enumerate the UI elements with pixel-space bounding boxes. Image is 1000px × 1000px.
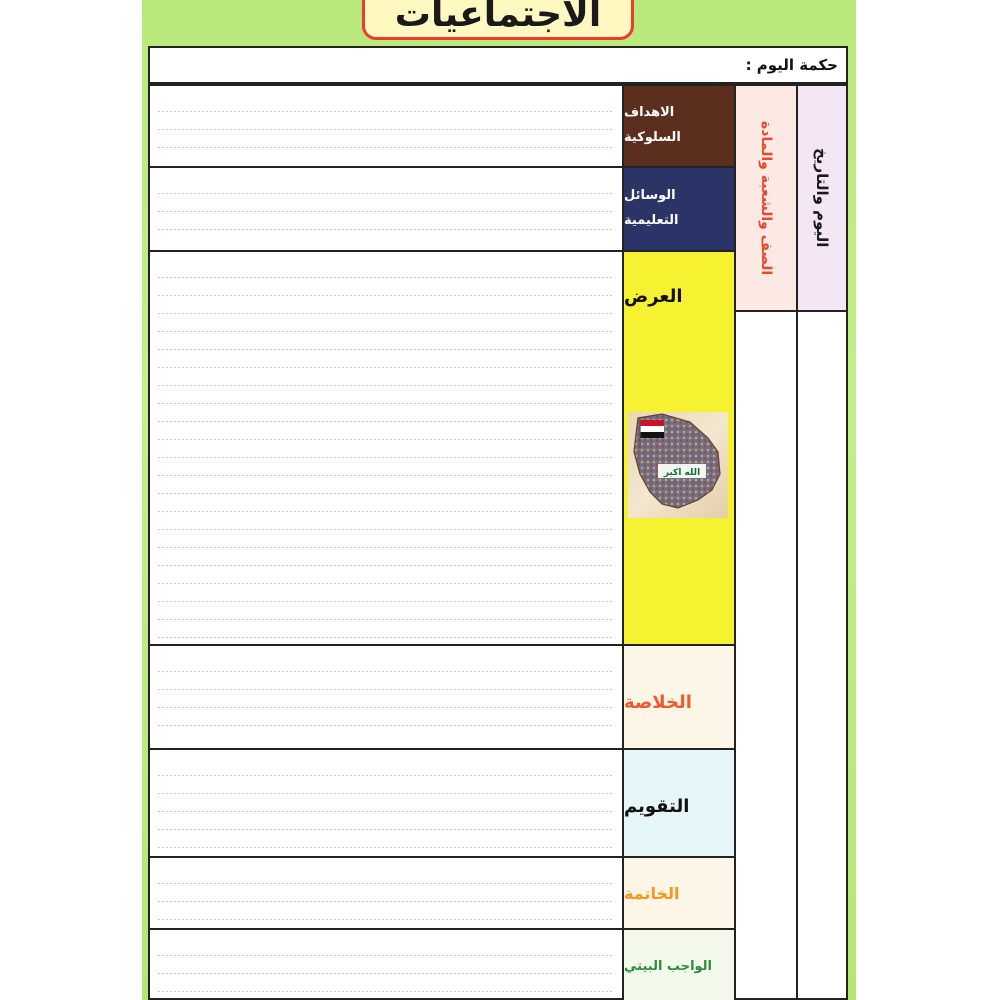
media-writing-area[interactable] xyxy=(150,168,622,252)
title-banner xyxy=(362,0,634,40)
evaluation-writing-area[interactable] xyxy=(150,750,622,858)
dotted-lines xyxy=(158,938,612,996)
summary-writing-area[interactable] xyxy=(150,646,622,750)
wisdom-of-day-label: حكمة اليوم : xyxy=(745,56,838,74)
objectives-label-line1: الاهداف xyxy=(624,105,675,121)
closing-label-text: الخاتمة xyxy=(624,883,680,903)
dotted-lines xyxy=(158,758,612,850)
class-section-subject-header xyxy=(736,86,796,312)
objectives-label-line2: السلوكية xyxy=(624,130,681,145)
wisdom-of-day-field[interactable] xyxy=(148,46,848,84)
lesson-plan-table xyxy=(148,84,848,1000)
objectives-label xyxy=(622,86,734,168)
page-title: الاجتماعيات xyxy=(394,0,602,35)
dotted-lines xyxy=(158,94,612,160)
summary-label-text: الخلاصة xyxy=(624,691,692,713)
homework-writing-area[interactable] xyxy=(150,930,622,1000)
presentation-writing-area[interactable] xyxy=(150,252,622,646)
summary-label xyxy=(622,646,734,750)
homework-label-text: الواجب البيتي xyxy=(624,958,713,974)
presentation-label-text: العرض xyxy=(624,286,683,307)
closing-writing-area[interactable] xyxy=(150,858,622,930)
homework-label xyxy=(622,930,734,1000)
day-date-label: اليوم والتاريخ xyxy=(813,148,831,248)
class-section-subject-label: الصف والشعبة والمادة xyxy=(758,120,774,276)
class-section-subject-column xyxy=(734,86,796,1000)
dotted-lines xyxy=(158,176,612,244)
dotted-lines xyxy=(158,260,612,638)
media-label-line1: الوسائل xyxy=(624,188,676,204)
media-label xyxy=(622,168,734,252)
dotted-lines xyxy=(158,866,612,922)
iraq-map-flag-image xyxy=(628,412,728,518)
closing-label xyxy=(622,858,734,930)
dotted-lines xyxy=(158,654,612,742)
day-date-column xyxy=(796,86,846,1000)
media-label-line2: التعليمية xyxy=(624,213,679,228)
image-caption: الله اكبر xyxy=(663,468,701,478)
objectives-writing-area[interactable] xyxy=(150,86,622,168)
iraq-map-flag-icon xyxy=(628,412,728,518)
day-date-header xyxy=(798,86,846,312)
evaluation-label xyxy=(622,750,734,858)
evaluation-label-text: التقويم xyxy=(624,795,690,817)
